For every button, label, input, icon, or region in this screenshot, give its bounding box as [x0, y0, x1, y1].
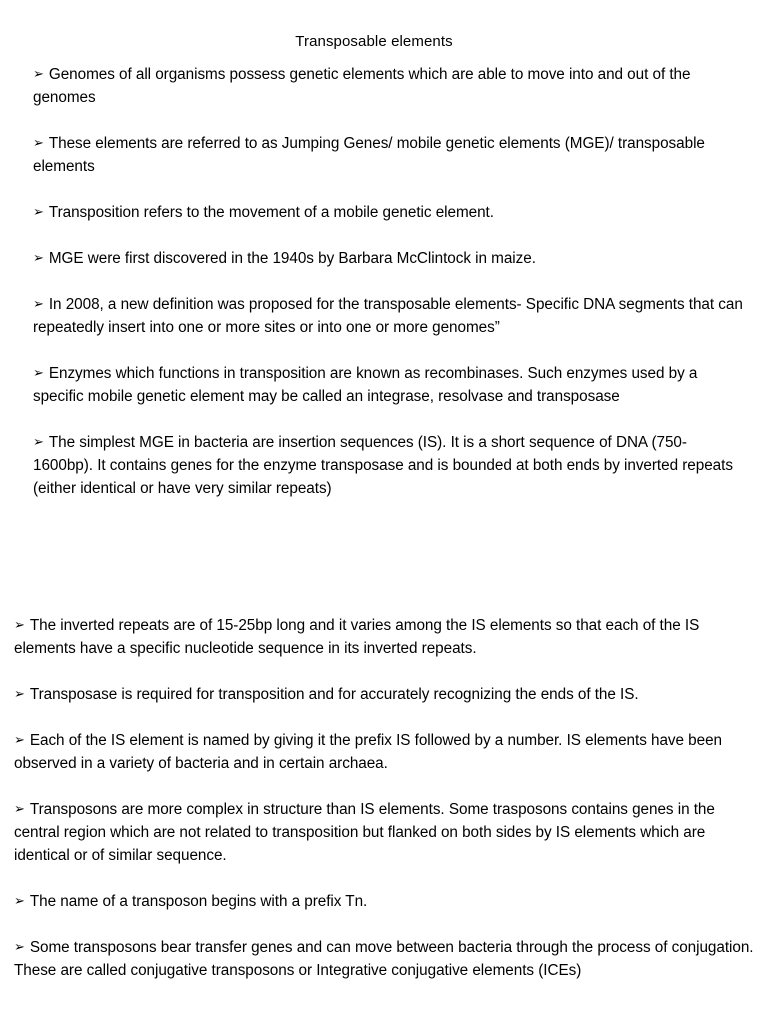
bullet-arrow-icon: ➢	[33, 434, 44, 449]
bullet-arrow-icon: ➢	[33, 365, 44, 380]
bullet-paragraph	[33, 431, 743, 500]
paragraph-text: Transposons are more complex in structure than IS elements. Some trasposons contains genes in the central region which are not related to transposition but flanked on both sides by IS elements which are identical or of similar sequence.	[14, 801, 715, 864]
bullet-paragraph	[14, 890, 754, 913]
bullet-paragraph	[33, 293, 743, 339]
paragraph-text: In 2008, a new definition was proposed for the transposable elements- Specific DNA segments that can repeatedly insert into one or more sites or into one or more genomes”	[33, 296, 743, 336]
paragraph-text: MGE were first discovered in the 1940s by Barbara McClintock in maize.	[48, 250, 536, 267]
paragraph-text: Enzymes which functions in transposition are known as recombinases. Such enzymes used by a specific mobile genetic element may be called an integrase, resolvase and transposase	[33, 365, 698, 405]
bullet-arrow-icon: ➢	[33, 296, 44, 311]
paragraph-text: The simplest MGE in bacteria are insertion sequences (IS). It is a short sequence of DNA (750-1600bp). It contains genes for the enzyme transposase and is bounded at both ends by inverted repeats (either identical or have very similar repeats)	[33, 434, 733, 497]
bullet-arrow-icon: ➢	[33, 204, 44, 219]
bullet-paragraph	[14, 798, 754, 867]
paragraph-text: Some transposons bear transfer genes and can move between bacteria through the process of conjugation. These are called conjugative transposons or Integrative conjugative elements (ICEs)	[14, 939, 754, 979]
paragraph-text: These elements are referred to as Jumping Genes/ mobile genetic elements (MGE)/ transposable elements	[33, 135, 705, 175]
paragraph-text: The name of a transposon begins with a prefix Tn.	[29, 893, 368, 910]
bullet-arrow-icon: ➢	[14, 732, 25, 747]
bullet-arrow-icon: ➢	[33, 66, 44, 81]
bullet-arrow-icon: ➢	[33, 250, 44, 265]
bullet-paragraph	[14, 936, 754, 982]
paragraph-text: The inverted repeats are of 15-25bp long and it varies among the IS elements so that each of the IS elements have a specific nucleotide sequence in its inverted repeats.	[14, 617, 700, 657]
section-top	[33, 63, 743, 523]
paragraph-text: Each of the IS element is named by giving it the prefix IS followed by a number. IS elements have been observed in a variety of bacteria and in certain archaea.	[14, 732, 723, 772]
bullet-arrow-icon: ➢	[14, 893, 25, 908]
bullet-paragraph	[14, 729, 754, 775]
paragraph-text: Transposition refers to the movement of a mobile genetic element.	[48, 204, 494, 221]
bullet-paragraph	[33, 362, 743, 408]
page-title-text: Transposable elements	[295, 33, 453, 50]
bullet-arrow-icon: ➢	[14, 939, 25, 954]
bullet-paragraph	[14, 614, 754, 660]
bullet-paragraph	[33, 201, 743, 224]
paragraph-text: Genomes of all organisms possess genetic elements which are able to move into and out of the genomes	[33, 66, 691, 106]
bullet-arrow-icon: ➢	[14, 686, 25, 701]
bullet-arrow-icon: ➢	[14, 617, 25, 632]
section-bottom	[14, 614, 754, 1005]
bullet-arrow-icon: ➢	[14, 801, 25, 816]
bullet-paragraph	[33, 63, 743, 109]
page-title	[0, 33, 768, 50]
bullet-paragraph	[33, 132, 743, 178]
bullet-paragraph	[14, 683, 754, 706]
bullet-paragraph	[33, 247, 743, 270]
bullet-arrow-icon: ➢	[33, 135, 44, 150]
paragraph-text: Transposase is required for transposition and for accurately recognizing the ends of the IS.	[29, 686, 639, 703]
